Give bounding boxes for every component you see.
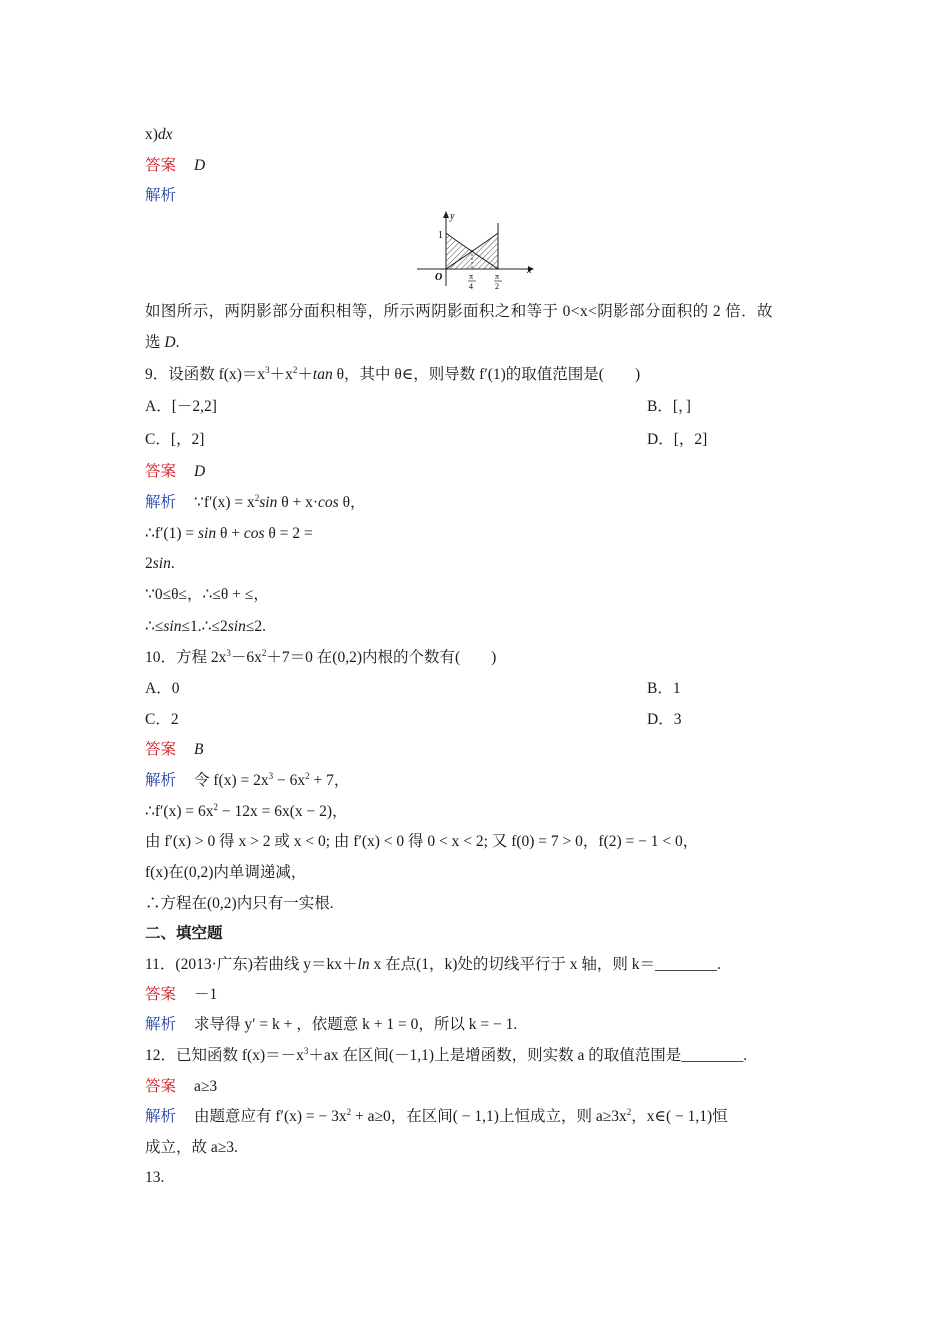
q9-sup2: 2 <box>292 365 298 375</box>
q9-a2-sin: sin <box>197 525 217 542</box>
q10-stem-c: ＋7＝0 在(0,2)内根的个数有( ) <box>266 649 497 666</box>
q12-stem <box>145 1046 747 1066</box>
q10-a1-end: + 7， <box>309 772 350 789</box>
half-pi-numerator: π <box>495 272 500 281</box>
q9-a1-sup: 2 <box>254 493 260 503</box>
q10-analysis-line2 <box>145 802 348 822</box>
q12-stem-sup: 3 <box>303 1046 309 1056</box>
continuation-line <box>145 125 173 145</box>
area-figure <box>414 208 538 292</box>
dx-text: dx <box>157 126 173 143</box>
q12-a1-end: ，x∈( − 1,1)恒 <box>631 1108 728 1125</box>
q9-option-c: C．[，2] <box>145 431 205 448</box>
q9-option-d: D．[，2] <box>647 431 708 448</box>
q12-analysis-line1 <box>145 1107 728 1127</box>
q9-a5-pre: ∴≤ <box>145 618 164 635</box>
q10-a2-end: − 12x = 6x(x − 2)， <box>217 803 348 820</box>
q13-stem: 13. <box>145 1169 165 1186</box>
q9-option-a: A．[－2,2] <box>145 398 217 415</box>
origin-label: O <box>435 272 443 283</box>
y-label: y <box>450 211 455 222</box>
q9-a5-sin: sin <box>163 618 182 635</box>
section-title: 二、填空题 <box>145 925 223 942</box>
q9-option-b: B．[，] <box>647 398 691 415</box>
q9-a2-end: θ = 2 = <box>264 525 313 542</box>
q10-option-b: B．1 <box>647 680 681 697</box>
q12-a1-mid: + a≥0，在区间( − 1,1)上恒成立，则 a≥3x <box>351 1108 627 1125</box>
q9-a1-pre: ∵f′(x) = x <box>194 494 255 511</box>
shaded-left <box>446 233 472 269</box>
q8-analysis-label-line <box>145 186 194 206</box>
q9-a5-mid: ≤1.∴≤2 <box>181 618 228 635</box>
q9-analysis-line4: ∵0≤θ≤，∴≤θ + ≤， <box>145 586 269 603</box>
q10-a1-sup2: 2 <box>305 771 310 781</box>
q10-a2-sup: 2 <box>213 802 218 812</box>
quarter-pi-numerator: π <box>469 272 474 281</box>
q11-stem <box>145 955 721 975</box>
q9-a1-cos: cos <box>318 494 339 511</box>
q9-stem-b: ＋x <box>269 366 293 383</box>
q12-answer-line <box>145 1077 217 1097</box>
q10-answer-line <box>145 740 203 760</box>
q10-a1-sup3: 3 <box>268 771 274 781</box>
q9-answer: D <box>194 463 206 480</box>
q11-answer-line <box>145 985 217 1005</box>
q10-option-d: D．3 <box>647 711 682 728</box>
answer-label: 答案 <box>145 1078 177 1095</box>
q8-analysis-text2c: . <box>175 334 180 351</box>
q12-a1-sup2: 2 <box>626 1107 632 1117</box>
q9-a3-pre: 2 <box>145 555 153 572</box>
q9-a5-end: ≤2. <box>245 618 266 635</box>
answer-label: 答案 <box>145 157 177 174</box>
q10-a1-mid: − 6x <box>273 772 306 789</box>
q10-analysis-line4: f(x)在(0,2)内单调递减， <box>145 864 307 881</box>
quarter-pi-denominator: 4 <box>469 282 473 291</box>
q10-stem-b: －6x <box>230 649 262 666</box>
q11-stem-a: 11．(2013·广东)若曲线 y＝kx＋ <box>145 956 358 973</box>
q9-stem-a: 9．设函数 f(x)＝x <box>145 366 266 383</box>
q9-analysis-line2 <box>145 524 313 544</box>
q9-analysis-line3 <box>145 554 175 574</box>
q9-a1-sin: sin <box>259 494 278 511</box>
q9-stem-tan: tan <box>312 366 333 383</box>
q10-a1-pre: 令 f(x) = 2x <box>194 772 269 789</box>
analysis-label: 解析 <box>145 772 177 789</box>
q10-analysis-line3: 由 f′(x) > 0 得 x > 2 或 x < 0; 由 f′(x) < 0 得 0 < x < 2; 又 f(0) = 7 > 0，f(2) = − 1 < 0， <box>145 833 699 850</box>
q8-analysis-text1: 如图所示，两阴影部分面积相等，所示两阴影面积之和等于 0<x<阴影部分面积的 2 倍．故 <box>145 303 773 320</box>
q9-analysis-line5 <box>145 617 266 637</box>
q11-analysis-text: 求导得 y′ = k + ，依题意 k + 1 = 0，所以 k = − 1. <box>194 1016 518 1033</box>
q10-a2-pre: ∴f′(x) = 6x <box>145 803 214 820</box>
q9-a1-mid: θ + x· <box>277 494 319 511</box>
q9-sup3: 3 <box>265 365 270 375</box>
answer-label: 答案 <box>145 463 177 480</box>
q11-answer: －1 <box>194 986 218 1003</box>
analysis-label: 解析 <box>145 187 177 204</box>
q10-analysis-line5: ∴方程在(0,2)内只有一实根. <box>145 895 334 912</box>
q10-stem-a: 10．方程 2x <box>145 649 227 666</box>
q10-option-a: A．0 <box>145 680 180 697</box>
answer-label: 答案 <box>145 741 177 758</box>
q11-stem-b: x 在点(1，k)处的切线平行于 x 轴，则 k＝________. <box>369 956 721 973</box>
analysis-label: 解析 <box>145 1108 177 1125</box>
q8-answer-line <box>145 156 205 176</box>
q10-stem <box>145 648 496 668</box>
q8-answer: D <box>194 157 206 174</box>
q9-a2-cos: cos <box>243 525 265 542</box>
half-pi-denominator: 2 <box>495 282 499 291</box>
q11-analysis-line <box>145 1015 517 1035</box>
answer-label: 答案 <box>145 986 177 1003</box>
q9-stem-c: ＋ <box>297 366 313 383</box>
analysis-label: 解析 <box>145 494 177 511</box>
q9-stem <box>145 365 640 385</box>
q8-analysis-text2a: 选 <box>145 334 165 351</box>
q9-a2-pre: ∴f′(1) = <box>145 525 198 542</box>
q9-stem-d: θ，其中 θ∈，则导数 f′(1)的取值范围是( ) <box>332 366 641 383</box>
q10-sup2: 2 <box>261 648 267 658</box>
q9-a3-end: . <box>170 555 175 572</box>
q8-analysis-line2 <box>145 333 179 353</box>
q8-analysis-text2b: D <box>164 334 176 351</box>
q8-analysis-line1 <box>145 302 773 322</box>
q10-analysis-line1 <box>145 771 349 791</box>
q9-analysis-line1 <box>145 493 366 513</box>
shaded-right <box>472 233 498 269</box>
q9-a3-sin: sin <box>152 555 171 572</box>
q10-answer: B <box>194 741 204 758</box>
x-label: x <box>527 265 532 276</box>
q12-answer: a≥3 <box>194 1078 218 1095</box>
q10-sup3: 3 <box>226 648 231 658</box>
q12-a1-sup: 2 <box>346 1107 352 1117</box>
analysis-label: 解析 <box>145 1016 177 1033</box>
q9-answer-line <box>145 462 205 482</box>
q9-a1-end: θ， <box>338 494 366 511</box>
q12-stem-a: 12．已知函数 f(x)＝－x <box>145 1047 304 1064</box>
q10-option-c: C．2 <box>145 711 179 728</box>
y-axis-arrow <box>443 211 449 218</box>
q11-stem-ln: ln <box>357 956 370 973</box>
q12-analysis-line2: 成立，故 a≥3. <box>145 1139 238 1156</box>
one-label: 1 <box>438 230 443 241</box>
continuation-text: x) <box>145 126 158 143</box>
q12-stem-b: ＋ax 在区间(－1,1)上是增函数，则实数 a 的取值范围是________. <box>308 1047 748 1064</box>
q12-a1-pre: 由题意应有 f′(x) = − 3x <box>194 1108 347 1125</box>
q9-a2-mid: θ + <box>216 525 244 542</box>
q9-a5-sin2: sin <box>227 618 246 635</box>
